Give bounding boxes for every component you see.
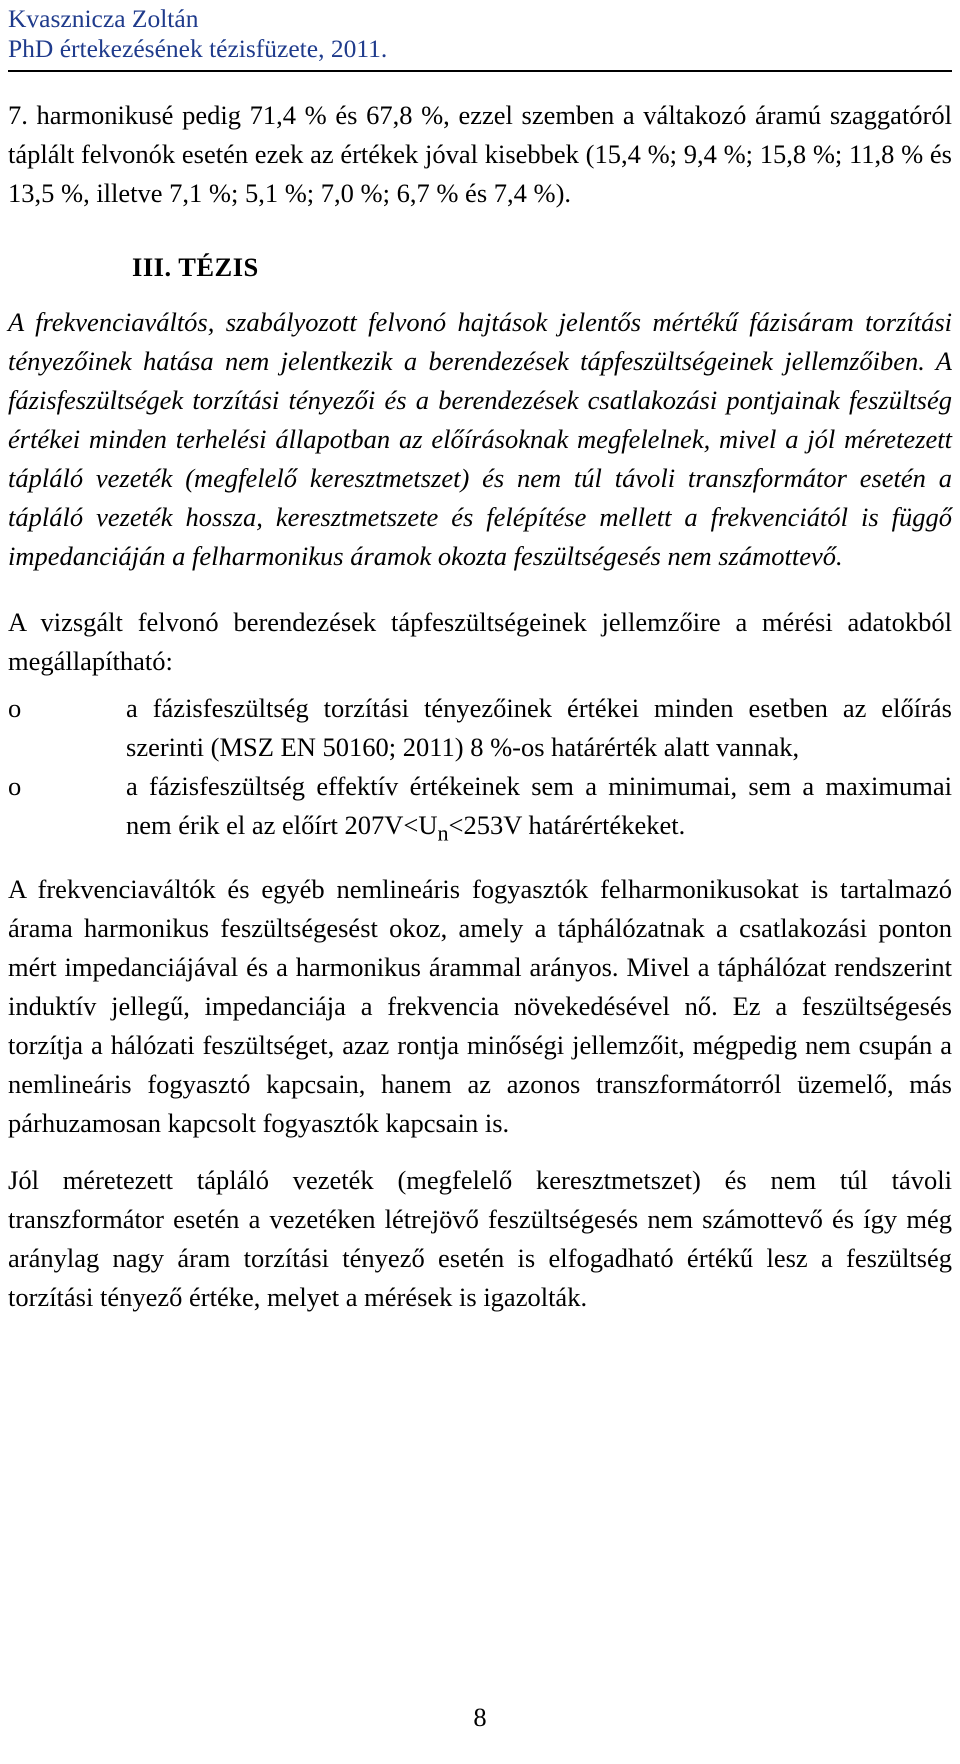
- conclusion-paragraph: Jól méretezett tápláló vezeték (megfelelő keresztmetszet) és nem túl távoli transzformátor esetén a vezetéken létrejövő feszültségesés nem számottevő és így még aránylag nagy áram torzítási tényező esetén is elfogadható értékű lesz a feszültség torzítási tényező értéke, melyet a mérések is igazolták.: [8, 1164, 952, 1312]
- findings-intro: A vizsgált felvonó berendezések tápfeszültségeinek jellemzőire a mérési adatokból megállapítható:: [8, 606, 952, 676]
- header-author: Kvasznicza Zoltán: [8, 4, 199, 33]
- harmonics-paragraph: A frekvenciaváltók és egyéb nemlineáris fogyasztók felharmonikusokat is tartalmazó árama harmonikus feszültségesést okoz, amely a táphálózatnak a csatlakozási ponton mért impedanciájával és a harmonikus árammal arányos. Mivel a táphálózat rendszerint induktív jellegű, impedanciája a frekvencia növekedésével nő. Ez a feszültségesés torzítja a hálózati feszültséget, azaz rontja minőségi jellemzőit, mégpedig nem csupán a nemlineáris fogyasztó kapcsain, hanem az azonos transzformátorról üzemelő, más párhuzamosan kapcsolt fogyasztók kapcsain is.: [8, 873, 952, 1138]
- header-divider: [8, 70, 952, 72]
- page-content: [8, 96, 952, 1317]
- continuation-paragraph: 7. harmonikusé pedig 71,4 % és 67,8 %, ezzel szemben a váltakozó áramú szaggatóról táplált felvonók esetén ezek az értékek jóval kisebbek (15,4 %; 9,4 %; 15,8 %; 11,8 % és 13,5 %, illetve 7,1 %; 5,1 %; 7,0 %; 6,7 % és 7,4 %).: [8, 100, 952, 208]
- list-item: [8, 689, 952, 767]
- thesis-heading: III. TÉZIS: [132, 252, 259, 282]
- bullet-marker: o: [8, 770, 22, 801]
- page-number: 8: [473, 1702, 487, 1732]
- list-item: [8, 767, 952, 852]
- list-item-text: [126, 770, 952, 845]
- findings-list: [8, 689, 952, 852]
- list-item-text-after: <253V határértékeket.: [448, 809, 686, 840]
- voltage-subscript: n: [437, 819, 449, 845]
- list-item-text-before: a fázisfeszültség effektív értékeinek sem a minimumai, sem a maximumai nem érik el az előírt 207V<U: [126, 770, 952, 840]
- running-header: [8, 4, 387, 64]
- header-subtitle: PhD értekezésének tézisfüzete, 2011.: [8, 34, 388, 63]
- list-item-text: a fázisfeszültség torzítási tényezőinek értékei minden esetben az előírás szerinti (MSZ EN 50160; 2011) 8 %-os határérték alatt vannak,: [126, 692, 952, 762]
- bullet-marker: o: [8, 692, 22, 723]
- thesis-statement: A frekvenciaváltós, szabályozott felvonó hajtások jelentős mértékű fázisáram torzítási tényezőinek hatása nem jelentkezik a berendezések tápfeszültségeinek jellemzőiben. A fázisfeszültségek torzítási tényezői és a berendezések csatlakozási pontjainak feszültség értékei minden terhelési állapotban az előírásoknak megfelelnek, mivel a jól méretezett tápláló vezeték (megfelelő keresztmetszet) és nem túl távoli transzformátor esetén a tápláló vezeték hossza, keresztmetszete és felépítése mellett a frekvenciától is függő impedanciáján a felharmonikus áramok okozta feszültségesés nem számottevő.: [8, 307, 952, 571]
